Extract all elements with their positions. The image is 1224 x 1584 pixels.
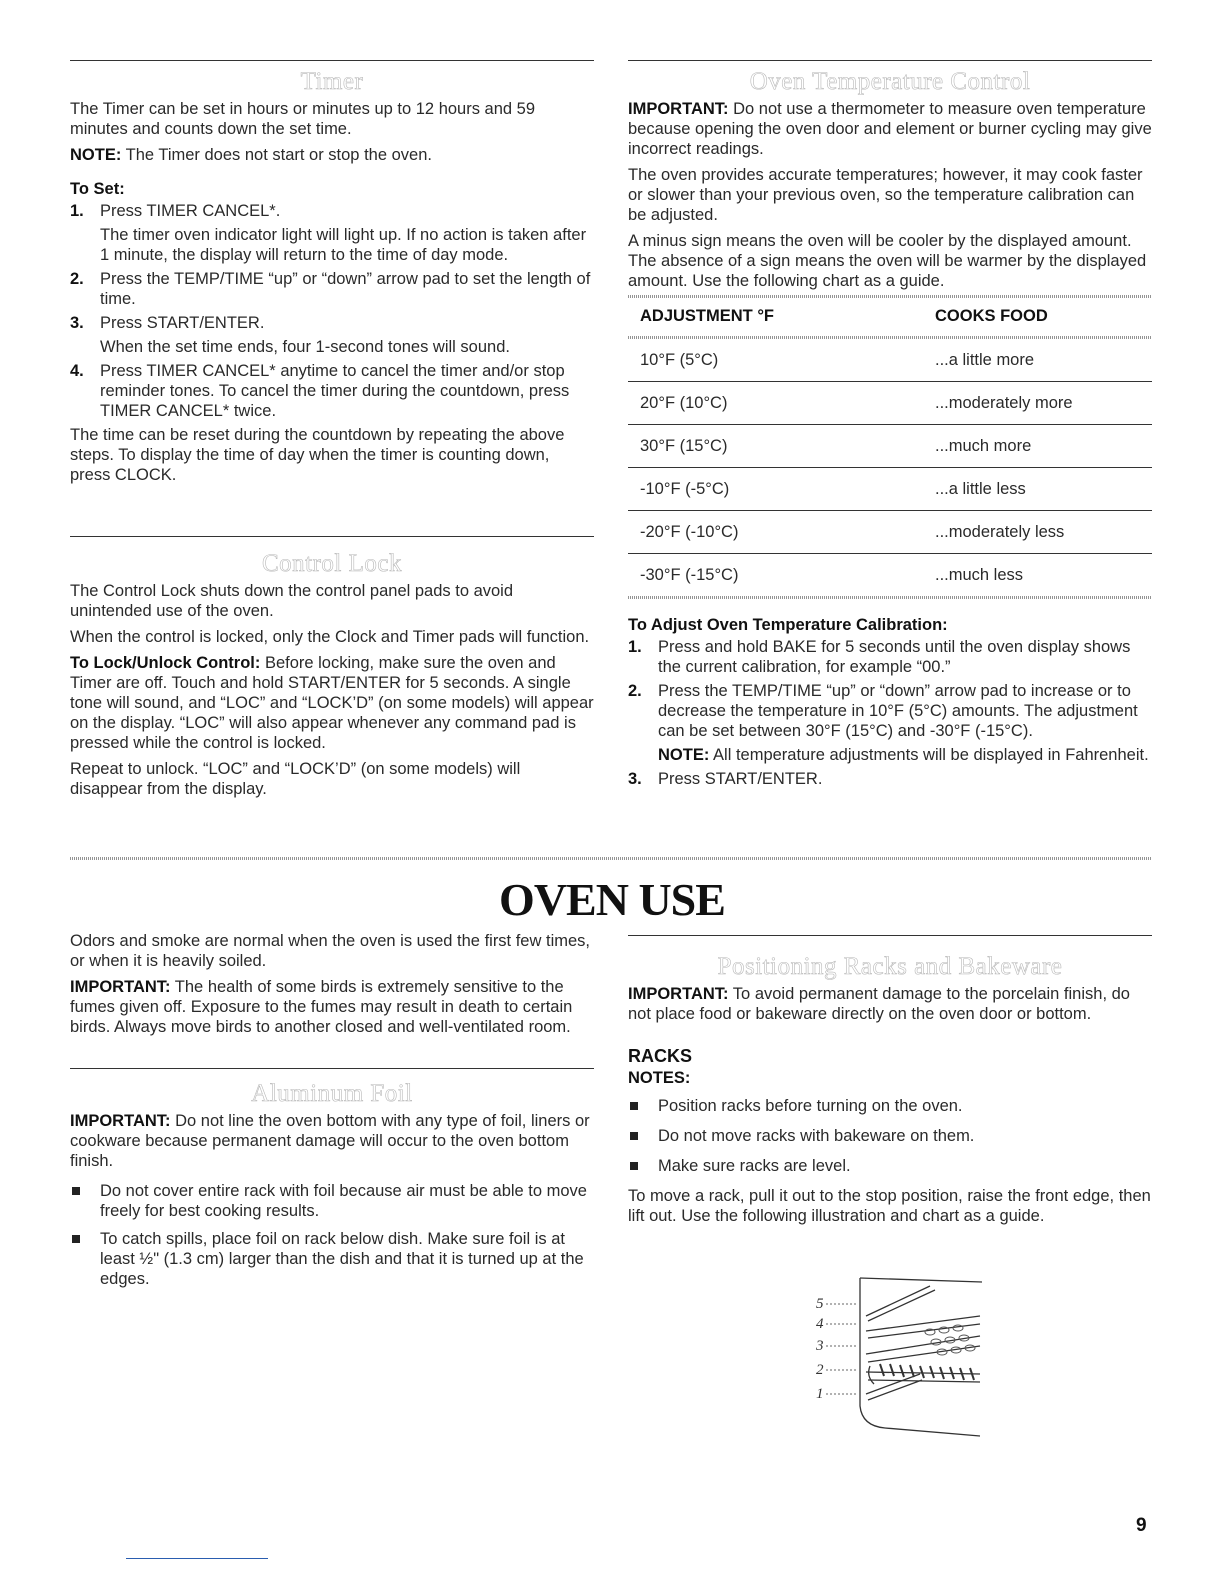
list-item: Do not cover entire rack with foil because air must be able to move freely for best cooking results.	[70, 1181, 594, 1221]
oven-temp-important: IMPORTANT: Do not use a thermometer to measure oven temperature because opening the oven door and element or burner cycling may give incorrect readings.	[628, 100, 1152, 158]
control-lock-instructions: To Lock/Unlock Control: Before locking, make sure the oven and Timer are off. Touch and hold START/ENTER for 5 seconds. A single tone will sound, and “LOC” and “LOCK’D” (on some models) will appear on the display. “LOC” will also appear whenever any command pad is pressed while the control is locked.	[70, 654, 594, 752]
oven-racks-diagram	[810, 1276, 990, 1446]
timer-heading: Timer	[300, 68, 364, 95]
table-header-cooks-food: COOKS FOOD	[935, 307, 1048, 325]
page-number: 9	[1136, 1515, 1147, 1536]
oven-temp-p3: A minus sign means the oven will be cooler by the displayed amount. The absence of a sign means the oven will be warmer by the displayed amount. Use the following chart as a guide.	[628, 232, 1147, 290]
aluminum-foil-section	[70, 1068, 594, 1297]
table-row: 30°F (15°C) ...much more	[628, 425, 1152, 468]
section-rule	[628, 935, 1152, 936]
rack-1-wire	[866, 1374, 922, 1400]
timer-step: 1. Press TIMER CANCEL*. The timer oven indicator light will light up. If no action is taken after 1 minute, the display will return to the time of day mode.	[70, 202, 587, 264]
rack-3-wire	[866, 1336, 980, 1362]
section-rule	[70, 1068, 594, 1069]
racks-section	[628, 935, 1152, 1232]
page-divider	[70, 857, 1152, 860]
notes-heading: NOTES:	[628, 1069, 691, 1087]
list-item: Make sure racks are level.	[628, 1156, 1152, 1176]
table-row: -10°F (-5°C) ...a little less	[628, 468, 1152, 511]
racks-bullets	[628, 1096, 1152, 1176]
table-row: -20°F (-10°C) ...moderately less	[628, 511, 1152, 554]
table-top-rule	[628, 295, 1152, 298]
footer-line	[126, 1558, 268, 1559]
table-header-row	[628, 298, 1152, 336]
aluminum-foil-important: IMPORTANT: Do not line the oven bottom with any type of foil, liners or cookware because permanent damage will occur to the oven bottom finish.	[70, 1112, 590, 1170]
timer-steps	[70, 201, 594, 421]
aluminum-foil-bullets	[70, 1181, 594, 1289]
calibration-step: 3. Press START/ENTER.	[628, 770, 823, 788]
oven-temp-p2: The oven provides accurate temperatures; however, it may cook faster or slower than your previous oven, so the temperature calibration can be adjusted.	[628, 166, 1143, 224]
table-row: 20°F (10°C) ...moderately more	[628, 382, 1152, 425]
racks-heading: RACKS	[628, 1046, 693, 1066]
racks-important: IMPORTANT: To avoid permanent damage to the porcelain finish, do not place food or bakeware directly on the oven door or bottom.	[628, 985, 1130, 1023]
rack-leader-lines	[826, 1304, 858, 1394]
oven-top-edge	[860, 1278, 982, 1282]
racks-move-text: To move a rack, pull it out to the stop position, raise the front edge, then lift out. Use the following illustration and chart as a guide.	[628, 1187, 1151, 1225]
timer-step: 4. Press TIMER CANCEL* anytime to cancel the timer and/or stop reminder tones. To cancel the timer during the countdown, press TIMER CANCEL* twice.	[70, 362, 570, 420]
rack-label-3: 3	[816, 1338, 824, 1354]
timer-note: NOTE: The Timer does not start or stop the oven.	[70, 146, 432, 164]
control-lock-p4: Repeat to unlock. “LOC” and “LOCK’D” (on some models) will disappear from the display.	[70, 760, 521, 798]
rack-label-2: 2	[816, 1362, 824, 1378]
oven-use-intro	[70, 931, 594, 1043]
timer-section	[70, 60, 594, 491]
timer-step: 3. Press START/ENTER. When the set time ends, four 1-second tones will sound.	[70, 314, 510, 356]
control-lock-p2: When the control is locked, only the Clock and Timer pads will function.	[70, 628, 590, 646]
timer-to-set: To Set:	[70, 180, 125, 198]
racks-section-heading: Positioning Racks and Bakeware	[717, 953, 1063, 980]
rack-front-curve	[869, 1366, 874, 1384]
table-header-rule	[628, 336, 1152, 339]
list-item: To catch spills, place foil on rack below dish. Make sure foil is at least ½" (1.3 cm) larger than the dish and that it is turned up at the edges.	[70, 1229, 594, 1289]
rack-label-4: 4	[816, 1316, 824, 1332]
calibration-heading: To Adjust Oven Temperature Calibration:	[628, 616, 948, 634]
timer-reset: The time can be reset during the countdown by repeating the above steps. To display the time of day when the timer is counting down, press CLOCK.	[70, 426, 565, 484]
table-row: 10°F (5°C) ...a little more	[628, 339, 1152, 382]
rack-label-1: 1	[816, 1386, 824, 1402]
section-rule	[70, 60, 594, 61]
oven-use-important: IMPORTANT: The health of some birds is extremely sensitive to the fumes given off. Exposure to the fumes may result in death to certain birds. Always move birds to another closed and well-ventilated room.	[70, 978, 573, 1036]
control-lock-heading: Control Lock	[261, 550, 402, 577]
calibration-step: 1. Press and hold BAKE for 5 seconds until the oven display shows the current calibration, for example “00.”	[628, 638, 1131, 676]
oven-use-p1: Odors and smoke are normal when the oven is used the first few times, or when it is heavily soiled.	[70, 932, 590, 970]
oven-temp-section	[628, 60, 1152, 793]
section-rule	[628, 60, 1152, 61]
timer-step: 2. Press the TEMP/TIME “up” or “down” arrow pad to set the length of time.	[70, 270, 591, 308]
timer-intro: The Timer can be set in hours or minutes up to 12 hours and 59 minutes and counts down the set time.	[70, 100, 536, 138]
list-item: Do not move racks with bakeware on them.	[628, 1126, 1152, 1146]
section-rule	[70, 536, 594, 537]
list-item: Position racks before turning on the oven.	[628, 1096, 1152, 1116]
oven-wall	[860, 1278, 980, 1436]
table-header-adjustment: ADJUSTMENT °F	[640, 307, 775, 325]
rack-label-5: 5	[816, 1296, 824, 1312]
table-bottom-rule	[628, 596, 1152, 599]
calibration-step: 2. Press the TEMP/TIME “up” or “down” arrow pad to increase or to decrease the temperature in 10°F (5°C) amounts. The adjustment can be set between 30°F (15°C) and -30°F (-15°C). NOTE: All temperature adjustments will be displayed in Fahrenheit.	[628, 682, 1149, 764]
control-lock-p1: The Control Lock shuts down the control panel pads to avoid unintended use of the oven.	[70, 582, 514, 620]
rack-illustration	[810, 1276, 990, 1446]
control-lock-section	[70, 536, 594, 805]
page-title: OVEN USE	[499, 874, 725, 925]
aluminum-foil-heading: Aluminum Foil	[251, 1080, 413, 1107]
calibration-table	[628, 298, 1152, 596]
rack-5-wire	[866, 1286, 935, 1321]
table-row: -30°F (-15°C) ...much less	[640, 566, 1024, 584]
oven-temp-heading: Oven Temperature Control	[749, 68, 1031, 95]
calibration-steps	[628, 637, 1152, 789]
